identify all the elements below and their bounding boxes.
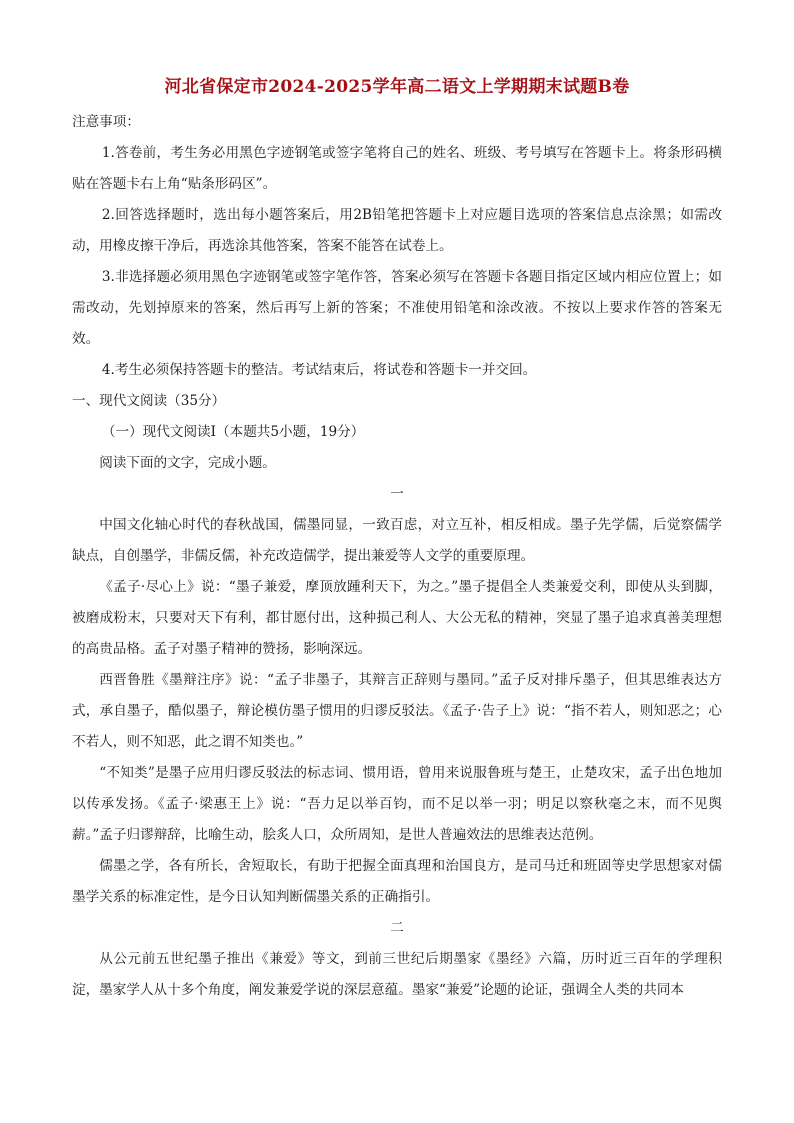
passage-part-marker: 一 — [390, 486, 404, 502]
notice-item: 4.考生必须保持答题卡的整洁。考试结束后，将试卷和答题卡一并交回。 — [101, 362, 537, 378]
section-heading: 一、现代文阅读（35分） — [72, 393, 226, 409]
notice-heading: 注意事项： — [72, 114, 140, 130]
passage-paragraph: 西晋鲁胜《墨辩注序》说：“孟子非墨子，其辩言正辞则与墨同。”孟子反对排斥墨子，但其思维表达方式，承自墨子，酷似墨子，辩论模仿墨子惯用的归谬反驳法。《孟子·告子上》说：“指不若人，则知恶之；心不若人，则不知恶，此之谓不知类也。” — [72, 672, 722, 750]
reading-instruction: 阅读下面的文字，完成小题。 — [99, 455, 276, 471]
passage-paragraph: 中国文化轴心时代的春秋战国，儒墨同显，一致百虑，对立互补，相反相成。墨子先学儒，后觉察儒学缺点，自创墨学，非儒反儒，补充改造儒学，提出兼爱等人文学的重要原理。 — [72, 517, 722, 564]
passage-paragraph: 《孟子·尽心上》说：“墨子兼爱，摩顶放踵利天下，为之。”墨子提倡全人类兼爱交利，即使从头到脚，被磨成粉末，只要对天下有利，都甘愿付出，这种损己利人、大公无私的精神，突显了墨子追求真善美理想的高贵品格。孟子对墨子精神的赞扬，影响深远。 — [72, 579, 722, 657]
notice-item: 2.回答选择题时，选出每小题答案后，用2B铅笔把答题卡上对应题目选项的答案信息点涂黑；如需改动，用橡皮擦干净后，再选涂其他答案，答案不能答在试卷上。 — [72, 207, 722, 254]
notice-item: 1.答卷前，考生务必用黑色字迹钢笔或签字笔将自己的姓名、班级、考号填写在答题卡上。将条形码横贴在答题卡右上角“贴条形码区”。 — [72, 145, 722, 192]
passage-paragraph: “不知类”是墨子应用归谬反驳法的标志词、惯用语，曾用来说服鲁班与楚王，止楚攻宋，孟子出色地加以传承发扬。《孟子·梁惠王上》说：“吾力足以举百钧，而不足以举一羽；明足以察秋毫之末，而不见舆薪。”孟子归谬辩辞，比喻生动，脍炙人口，众所周知，是世人普遍效法的思维表达范例。 — [72, 765, 722, 843]
page-title: 河北省保定市2024-2025学年高二语文上学期期末试题B卷 — [164, 77, 630, 97]
notice-item: 3.非选择题必须用黑色字迹钢笔或签字笔作答，答案必须写在答题卡各题目指定区域内相应位置上；如需改动，先划掉原来的答案，然后再写上新的答案；不准使用铅笔和涂改液。不按以上要求作答的答案无效。 — [72, 269, 722, 347]
page-content — [72, 107, 722, 1006]
section-subheading: （一）现代文阅读Ⅰ（本题共5小题，19分） — [101, 424, 365, 440]
passage-paragraph: 儒墨之学，各有所长，舍短取长，有助于把握全面真理和治国良方，是司马迁和班固等史学思想家对儒墨学关系的标准定性，是今日认知判断儒墨关系的正确指引。 — [72, 858, 722, 905]
passage-paragraph: 从公元前五世纪墨子推出《兼爱》等文，到前三世纪后期墨家《墨经》六篇，历时近三百年的学理积淀，墨家学人从十多个角度，阐发兼爱学说的深层意蕴。墨家“兼爱”论题的论证，强调全人类的共同本 — [72, 951, 722, 998]
passage-part-marker: 二 — [390, 920, 404, 936]
